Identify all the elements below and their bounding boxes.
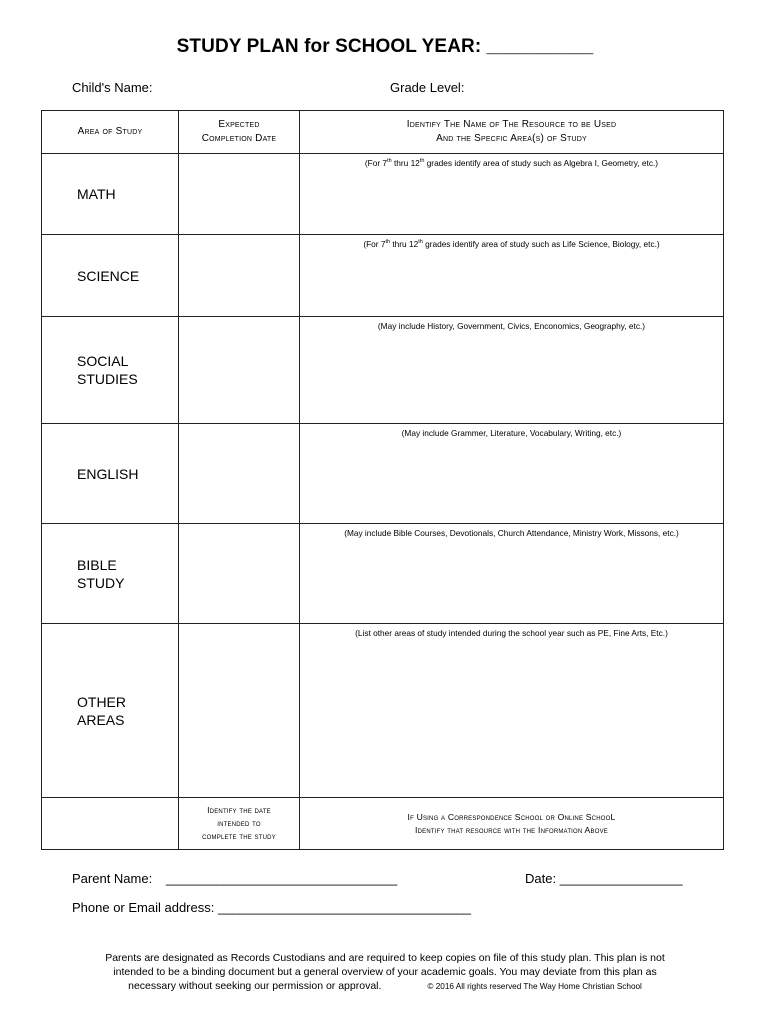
- table-row: [42, 317, 724, 424]
- resource-cell[interactable]: [300, 624, 724, 798]
- table-footer-row: [42, 798, 724, 850]
- subject-bible-study: BIBLE STUDY: [42, 524, 179, 624]
- footer-empty-cell: [42, 798, 179, 850]
- subject-other-areas: OTHER AREAS: [42, 624, 179, 798]
- copyright: © 2016 All rights reserved The Way Home Christian School: [427, 982, 642, 991]
- parent-name-line[interactable]: ________________________________: [165, 871, 398, 886]
- expected-completion-header: Expected Completion Date: [179, 111, 300, 154]
- date-instruction: Identify the date intended to complete the study: [179, 798, 300, 850]
- contact-label: Phone or Email address:: [72, 900, 215, 915]
- resource-header: Identify The Name of The Resource to be Used And the Specfic Area(s) of Study: [300, 111, 724, 154]
- hint-text: (For 7th thru 12th grades identify area of study such as Algebra I, Geometry, etc.): [364, 158, 659, 168]
- hint-text: (List other areas of study intended during the school year such as PE, Fine Arts, Etc.): [355, 628, 668, 638]
- resource-cell[interactable]: [300, 524, 724, 624]
- resource-cell[interactable]: [300, 424, 724, 524]
- completion-date-cell[interactable]: [179, 424, 300, 524]
- resource-instruction: If Using a Correspondence School or Online SchooL Identify that resource with the Information Above: [300, 798, 724, 850]
- subject-social-studies: SOCIAL STUDIES: [42, 317, 179, 424]
- disclaimer: Parents are designated as Records Custodians and are required to keep copies on file of this study plan. This plan is not intended to be a binding document but a general overview of your academic goals. You may deviate from this plan as necessary without seeking our permission or approval. © 2016 All rights reserved The Way Home Christian School: [105, 952, 665, 992]
- completion-date-cell[interactable]: [179, 317, 300, 424]
- contact-field[interactable]: [72, 900, 471, 915]
- table-row: [42, 624, 724, 798]
- parent-name-field[interactable]: [72, 871, 397, 886]
- child-name-label: Child's Name:: [72, 80, 153, 95]
- completion-date-cell[interactable]: [179, 624, 300, 798]
- table-row: [42, 524, 724, 624]
- completion-date-cell[interactable]: [179, 235, 300, 317]
- resource-cell[interactable]: [300, 317, 724, 424]
- hint-text: (For 7th thru 12th grades identify area of study such as Life Science, Biology, etc.): [363, 239, 660, 249]
- subject-science: SCIENCE: [42, 235, 179, 317]
- resource-cell[interactable]: [300, 235, 724, 317]
- date-label: Date:: [525, 871, 557, 886]
- hint-text: (May include Bible Courses, Devotionals, Church Attendance, Ministry Work, Missons, etc.): [344, 528, 679, 538]
- completion-date-cell[interactable]: [179, 524, 300, 624]
- table-row: [42, 154, 724, 235]
- page-title: STUDY PLAN for SCHOOL YEAR: __________: [176, 36, 594, 57]
- completion-date-cell[interactable]: [179, 154, 300, 235]
- contact-line[interactable]: ___________________________________: [217, 900, 472, 915]
- date-field[interactable]: [525, 871, 683, 886]
- subject-math: MATH: [42, 154, 179, 235]
- area-of-study-header: Area of Study: [42, 111, 179, 154]
- table-row: [42, 424, 724, 524]
- grade-level-label: Grade Level:: [390, 80, 465, 95]
- hint-text: (May include History, Government, Civics, Enconomics, Geography, etc.): [377, 321, 646, 331]
- resource-cell[interactable]: [300, 154, 724, 235]
- date-line[interactable]: _________________: [559, 871, 683, 886]
- table-header-row: [42, 111, 724, 154]
- study-plan-table: [41, 110, 724, 850]
- table-row: [42, 235, 724, 317]
- hint-text: (May include Grammer, Literature, Vocabulary, Writing, etc.): [401, 428, 622, 438]
- subject-english: ENGLISH: [42, 424, 179, 524]
- parent-name-label: Parent Name:: [72, 871, 153, 886]
